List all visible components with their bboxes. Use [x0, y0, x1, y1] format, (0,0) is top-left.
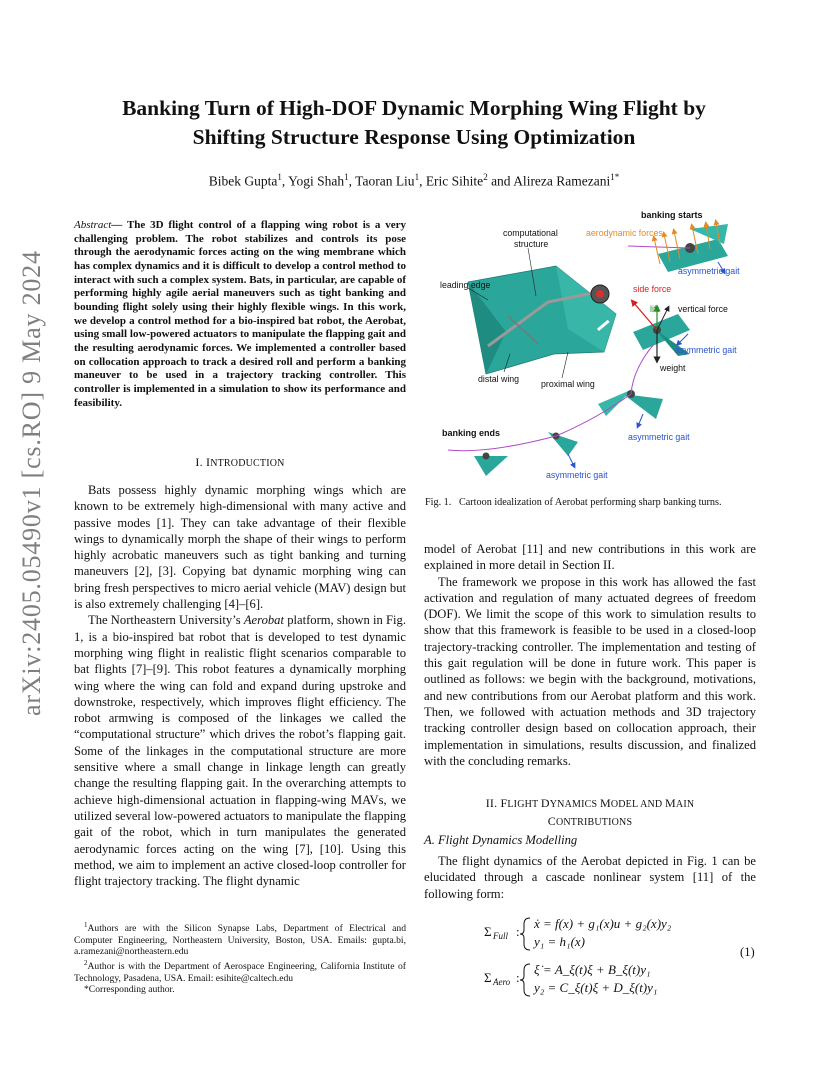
abstract-text: The 3D flight control of a flapping wing robot is a very challenging problem. The robot stabilizes and controls its pose through the aerodynamic forces acting on the wing membrane which has complex dynamics and it is difficult to develop a control method to interact with such a complex system. Bats, in particular, are capable of performing highly agile aerial maneuvers such as tight banking and bounding flight solely using their highly flexible wings. In this work, we develop a control method for a bio-inspired bat robot, the Aerobat, using small low-powered actuators to manipulate the flapping gait and the resulting aerodynamic forces. We implemented a controller based on collocation approach to track a desired roll and perform a banking maneuver to be used in a trajectory tracking controller. This controller is implemented in a simulation to show its performance and feasibility. — [74, 219, 406, 409]
introduction-body — [74, 482, 406, 889]
footnote-3: *Corresponding author. — [84, 984, 175, 996]
figure-1-illustration — [428, 204, 758, 492]
label-asymmetric-gait-1: asymmetric gait — [678, 266, 740, 276]
section-title-rest: NTRODUCTION — [210, 458, 285, 469]
figure-1-caption — [425, 497, 765, 509]
equation-colon: : — [516, 924, 520, 939]
flight-dynamics-text: The flight dynamics of the Aerobat depicted in Fig. 1 can be elucidated through a cascade nonlinear system [11] of the following form: — [424, 854, 756, 901]
equation-line-2: y₁ = h₁(x) — [534, 934, 586, 949]
heading-rest: AIN — [675, 799, 695, 810]
section-title-initial: I — [205, 455, 211, 469]
footnote-1-text: Authors are with the Silicon Synapse Labs, Department of Electrical and Computer Engineering, Northeastern University, Boston, USA. Emails: gupta.bi, a.ramezani@northeastern.edu — [74, 923, 406, 958]
sigma-aero-subscript: Aero — [493, 977, 511, 987]
intro-paragraph-1: Bats possess highly dynamic morphing wings which are known to be extremely high-dimensional with many active and passive modes [1]. They can take advantage of their flexible wings to dynamically morph the shape of their wings to perform highly acrobatic maneuvers such as tight banking and turning maneuvers [2], [3]. Copying bat dynamic morphing wing can bring fresh perspectives to micro aerial vehicle (MAV) design but is also extremely challenging [4]–[6]. — [74, 483, 406, 612]
author-name: Taoran Liu — [355, 173, 415, 189]
heading-rest: LIGHT — [507, 799, 541, 810]
heading-rest: ODEL AND — [610, 799, 666, 810]
heading-rest: ONTRIBUTIONS — [555, 817, 633, 828]
author-name: Bibek Gupta — [208, 173, 278, 189]
descending-robot — [598, 344, 663, 419]
label-proximal-wing: proximal wing — [541, 379, 595, 389]
label-weight: weight — [660, 363, 686, 373]
label-leading-edge: leading edge — [440, 280, 491, 290]
affiliation-mark: 1* — [610, 172, 620, 182]
author-name: Alireza Ramezani — [513, 173, 611, 189]
sigma-aero: Σ — [484, 970, 492, 985]
title-line-1: Banking Turn of High-DOF Dynamic Morphing Wing Flight by — [122, 96, 706, 120]
equation-line-4: y₂ = C_ξ(t)ξ + D_ξ(t)y₁ — [534, 980, 658, 995]
author-list — [120, 172, 708, 190]
sigma-full-subscript: Full — [493, 931, 508, 941]
section-heading-flight-dynamics — [424, 795, 756, 831]
intro-p2-platform-name: Aerobat — [243, 613, 284, 628]
footnote-mark: 1 — [84, 921, 88, 929]
intro-p2-after: platform, shown in Fig. 1, is a bio-inspired bat robot that is developed to test dynamic morphing wing flight in realistic flight scenarios comparable to bat flights [7]–[9]. This robot features a dynamically morphing wing where the wing can fold and expand during upstroke and downstroke, respectively, which improves flight efficiency. The robot armwing is composed of the linkages we called the “computational structure” which drives the robot’s flapping gait. Some of the linkages in the computational structure are more sensitive where a small change in linkage length can greatly change the resulting flapping gait. In the overarching attempts to achieve high-dimensional actuation in flapping-wing MAVs, we utilized several low-powered actuators to manipulate the flapping gait of the robot, which in turn manipulates the generated aerodynamic forces acting on the wing [7], [10]. Using this method, we aim to implement an active closed-loop controller for flight trajectory tracking. The flight dynamic — [74, 613, 406, 889]
continued-paragraph: model of Aerobat [11] and new contributions in this work are explained in more detail in Section II. — [424, 542, 756, 573]
label-vertical-force: vertical force — [678, 304, 728, 314]
footnote-mark: 2 — [84, 958, 88, 967]
author-separator: and — [487, 173, 514, 189]
label-distal-wing: distal wing — [478, 374, 520, 384]
author-separator: , — [281, 173, 289, 189]
caption-label: Fig. 1. — [425, 497, 452, 508]
equation-line-1: ẋ = f(x) + g₁(x)u + g₂(x)y₂ — [534, 916, 672, 931]
intro-paragraph-2 — [74, 612, 406, 889]
heading-initial: D — [540, 796, 550, 810]
framework-paragraph: The framework we propose in this work has allowed the fast activation and regulation of many actuated degrees of freedom (DOF). We limit the scope of this work to simulation results to show that this framework is feasible to be used in a closed-loop trajectory-tracking controller. The implementation and testing of this gait regulation will be done in future work. This paper is outlined as follows: we begin with the background, motivations, and new contributions from our Aerobat platform and this work. Then, we followed with actuation methods and 3D trajectory tracking controller design based on collocation approach, their implementation in simulations, results discussion, and finalized with the concluding remarks. — [424, 574, 756, 768]
abstract — [74, 219, 406, 410]
abstract-lead: Abstract — [74, 219, 112, 231]
title-line-2: Shifting Structure Response Using Optimization — [192, 125, 636, 149]
label-asymmetric-gait-3: asymmetric gait — [628, 432, 690, 442]
label-computational-structure-2: structure — [514, 239, 549, 249]
author-separator: , — [348, 173, 356, 189]
flight-dynamics-paragraph — [424, 853, 756, 902]
intro-p2-before: The Northeastern University’s — [88, 613, 244, 628]
caption-text: Cartoon idealization of Aerobat performing sharp banking turns. — [458, 497, 722, 508]
author-name: Eric Sihite — [425, 173, 484, 189]
heading-rest: YNAMICS — [549, 799, 600, 810]
affiliation-mark: 1 — [414, 172, 420, 182]
heading-initial: F — [500, 796, 508, 810]
footnote-2-text: Author is with the Department of Aerospace Engineering, California Institute of Technology, Pasadena, USA. Email: esihite@caltech.edu — [74, 961, 406, 984]
affiliation-mark: 1 — [277, 172, 282, 182]
footnotes — [74, 920, 406, 996]
equation-line-3: ξ̇ = A_ξ(t)ξ + B_ξ(t)y₁ — [534, 962, 651, 977]
section-numeral: II. — [485, 796, 501, 810]
equation-number: (1) — [740, 945, 755, 959]
figure-1 — [428, 204, 758, 492]
affiliation-mark: 1 — [344, 172, 349, 182]
label-side-force: side force — [633, 284, 672, 294]
label-banking-starts: banking starts — [641, 210, 703, 220]
section-numeral: I. — [195, 455, 206, 469]
author-name: Yogi Shah — [288, 173, 345, 189]
abstract-dash: — — [111, 219, 127, 231]
equation-colon: : — [516, 970, 520, 985]
author-separator: , — [419, 173, 426, 189]
heading-initial: C — [547, 814, 556, 828]
label-lift: lift — [650, 304, 659, 314]
section-heading-introduction — [74, 455, 406, 470]
footnote-1 — [74, 920, 406, 958]
label-aerodynamic-forces: aerodynamic forces — [586, 228, 663, 238]
arxiv-identifier: arXiv:2405.05490v1 [cs.RO] 9 May 2024 — [17, 250, 46, 716]
equation-1 — [480, 910, 740, 1002]
subsection-heading: A. Flight Dynamics Modelling — [424, 833, 578, 847]
label-asymmetric-gait-4: asymmetric gait — [546, 470, 608, 480]
label-banking-ends: banking ends — [442, 428, 501, 438]
footnote-2 — [74, 958, 406, 984]
sigma-full: Σ — [484, 924, 492, 939]
label-asymmetric-gait-2: asymmetric gait — [675, 345, 737, 355]
label-computational-structure-1: computational — [503, 228, 558, 238]
heading-initial: M — [665, 796, 676, 810]
affiliation-mark: 2 — [483, 172, 488, 182]
heading-initial: M — [599, 796, 611, 810]
right-column-body — [424, 541, 756, 769]
paper-title — [90, 94, 738, 152]
